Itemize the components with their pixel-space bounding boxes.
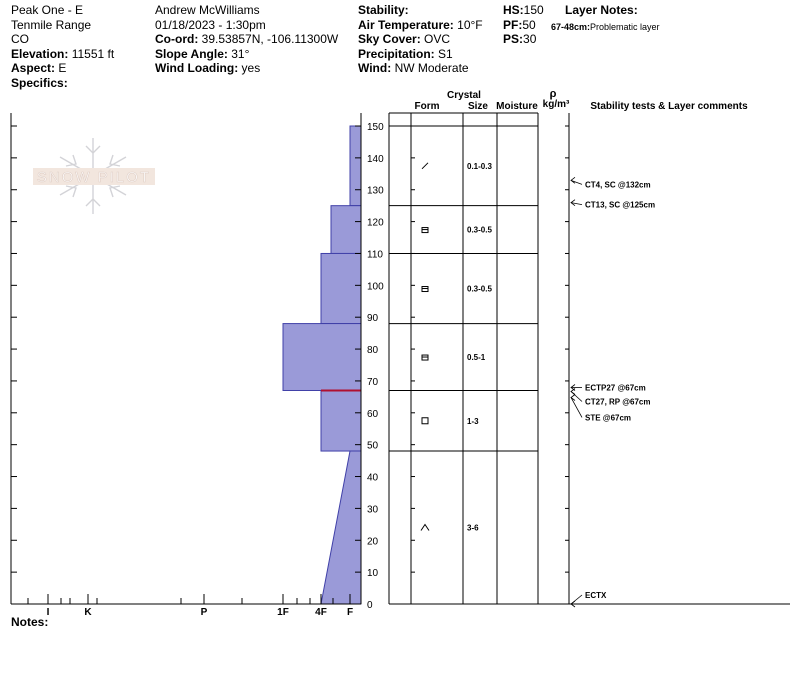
coord-value: 39.53857N, -106.11300W: [201, 32, 339, 46]
height-tick-label: 30: [367, 504, 379, 516]
sky-value: OVC: [424, 32, 451, 46]
hardness-axis: [28, 594, 353, 618]
size-header: Size: [467, 101, 489, 112]
hs-row: HS:150: [503, 3, 544, 17]
precip-particles-icon: [422, 163, 428, 169]
hardness-layers: [283, 126, 361, 604]
stability-test-label: ECTP27 @67cm: [585, 383, 646, 393]
hardness-layer-bar: [321, 253, 361, 323]
ps-row: PS:30: [503, 32, 537, 46]
elevation-row: Elevation: 11551 ft: [11, 46, 115, 61]
layer-notes-label: Layer Notes:: [565, 3, 638, 17]
hardness-label-f: F: [346, 607, 354, 618]
hardness-layer-bar: [321, 451, 361, 604]
rho-header: ρ: [549, 88, 557, 100]
pf-row: PF:50: [503, 17, 536, 32]
hardness-label-1f: 1F: [277, 607, 289, 618]
hardness-layer-bar: [283, 324, 361, 391]
height-tick-label: 110: [367, 249, 383, 261]
height-tick-label: 130: [367, 185, 384, 197]
hardness-layer-bar: [331, 206, 361, 254]
stability-test-label: CT27, RP @67cm: [585, 397, 651, 407]
ps-value: 30: [523, 32, 537, 46]
aspect-value: E: [58, 61, 67, 75]
specifics-label: Specifics:: [11, 75, 68, 90]
height-tick-label: 40: [367, 472, 379, 484]
aspect-row: Aspect: E: [11, 61, 67, 75]
hs-value: 150: [523, 3, 544, 17]
hardness-label-i: I: [46, 607, 50, 618]
sky-row: Sky Cover: OVC: [358, 32, 451, 46]
observer-name: Andrew McWilliams: [155, 3, 260, 17]
pf-value: 50: [522, 17, 536, 32]
height-tick-label: 90: [367, 313, 379, 325]
grain-size-label: 0.1-0.3: [467, 161, 492, 171]
stability-test-label: STE @67cm: [585, 413, 632, 423]
stability-test-label: CT4, SC @132cm: [585, 180, 651, 190]
slope-row: Slope Angle: 31°: [155, 46, 250, 61]
density-unit-header: kg/m³: [542, 99, 570, 110]
location-name: Peak One - E: [11, 3, 84, 17]
snowpilot-watermark: [33, 138, 155, 214]
state-name: CO: [11, 32, 29, 46]
crystal-header: Crystal: [447, 90, 481, 101]
stability-test-label: ECTX: [585, 591, 607, 600]
wind-loading-row: Wind Loading: yes: [155, 61, 261, 75]
layer-note-text: Problematic layer: [590, 21, 660, 32]
height-tick-label: 100: [367, 281, 384, 293]
precip-row: Precipitation: S1: [358, 46, 453, 61]
stability-comments-header: Stability tests & Layer comments: [590, 101, 748, 112]
height-tick-label: 50: [367, 440, 379, 452]
range-name: Tenmile Range: [11, 17, 92, 32]
wind-value: NW Moderate: [394, 61, 469, 75]
column-headers: [415, 88, 749, 112]
height-tick-label: 120: [367, 217, 384, 229]
hardness-label-4f: 4F: [315, 607, 327, 618]
coord-row: Co-ord: 39.53857N, -106.11300W: [155, 32, 339, 46]
grain-size-label: 3-6: [467, 523, 479, 533]
height-axis: [367, 122, 384, 611]
table-ticks: [411, 126, 569, 604]
height-tick-label: 80: [367, 345, 379, 357]
hardness-label-k: K: [84, 607, 92, 618]
stability-test-label: CT13, SC @125cm: [585, 200, 656, 210]
height-tick-label: 140: [367, 153, 384, 165]
notes-label: Notes:: [11, 615, 49, 629]
watermark-text: SNOW PILOT: [36, 169, 152, 186]
grain-size-label: 1-3: [467, 416, 479, 426]
faceted-icon: [422, 418, 428, 424]
wind-loading-value: yes: [241, 61, 261, 75]
moisture-header: Moisture: [496, 101, 538, 112]
stability-row: Stability:: [358, 3, 409, 17]
height-tick-label: 0: [367, 600, 373, 611]
elevation-value: 11551 ft: [71, 46, 115, 61]
layer-table: [389, 113, 790, 607]
hardness-label-p: P: [200, 607, 208, 618]
form-header: Form: [414, 101, 440, 112]
height-tick-label: 150: [367, 122, 384, 133]
air-temp-value: 10°F: [457, 17, 483, 32]
slope-value: 31°: [231, 46, 250, 61]
arrowhead-icon: [571, 177, 575, 183]
height-tick-label: 60: [367, 408, 379, 420]
height-tick-label: 20: [367, 536, 379, 548]
arrowhead-icon: [571, 394, 575, 400]
precip-value: S1: [438, 46, 453, 61]
wind-row: Wind: NW Moderate: [358, 61, 469, 75]
hardness-layer-bar: [321, 390, 361, 451]
stability-test-arrow: [571, 180, 582, 184]
hardness-layer-bar: [350, 126, 361, 206]
height-tick-label: 10: [367, 568, 379, 580]
depth-hoar-icon: [421, 525, 429, 531]
air-temp-row: Air Temperature: 10°F: [358, 17, 483, 32]
observation-datetime: 01/18/2023 - 1:30pm: [155, 17, 266, 32]
grain-size-label: 0.3-0.5: [467, 225, 492, 235]
stability-tests: [571, 177, 655, 607]
grain-size-label: 0.3-0.5: [467, 284, 492, 294]
grain-size-label: 0.5-1: [467, 353, 486, 363]
layer-note-depth: 67-48cm:: [551, 21, 591, 32]
height-tick-label: 70: [367, 376, 379, 388]
